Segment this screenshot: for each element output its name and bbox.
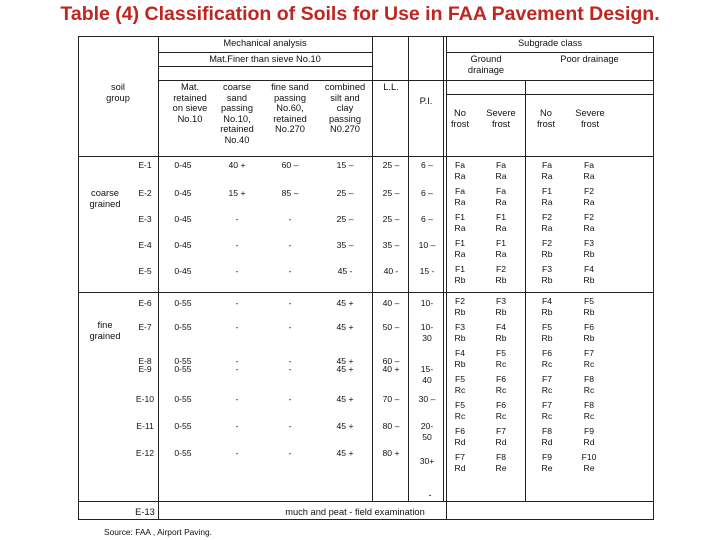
cell-retained: 0-55 — [174, 356, 192, 366]
cell-ll: 80 – — [382, 421, 400, 431]
fine-grained-label: fine grained — [89, 320, 121, 341]
cell-nf1: F1 Ra — [454, 212, 466, 233]
cell-sf1: F6 Rc — [495, 400, 507, 421]
cell-silt: 15 – — [336, 160, 354, 170]
cell-retained: 0-45 — [174, 240, 192, 250]
vline-mech-analysis — [372, 36, 373, 501]
cell-sf2: Fa Ra — [583, 160, 595, 181]
cell-sf2: F4 Rb — [583, 264, 595, 285]
coarse-sand-header: coarse sand passing No.10, retained No.40 — [220, 82, 254, 145]
cell-nf1: F1 Ra — [454, 238, 466, 259]
cell-sf2: F6 Rb — [583, 322, 595, 343]
cell-pi: 15- 40 — [420, 364, 434, 385]
cell-silt: 35 – — [336, 240, 354, 250]
e13-label: E-13 — [135, 507, 155, 517]
cell-silt: 45 + — [336, 356, 354, 366]
cell-name: E-9 — [138, 364, 152, 374]
cell-pi: 6 – — [421, 160, 433, 170]
cell-name: E-4 — [138, 240, 152, 250]
cell-coarse: - — [235, 266, 239, 276]
cell-ll: 25 – — [382, 160, 400, 170]
cell-name: E-8 — [138, 356, 152, 366]
fine-sand-header: fine sand passing No.60, retained No.270 — [271, 82, 309, 134]
no-frost-poor-header: No frost — [536, 108, 556, 129]
cell-silt: 45 + — [336, 448, 354, 458]
cell-fine: - — [288, 266, 292, 276]
cell-coarse: - — [235, 421, 239, 431]
cell-sf2: F3 Rb — [583, 238, 595, 259]
cell-nf2: F1 Ra — [541, 186, 553, 207]
cell-retained: 0-55 — [174, 364, 192, 374]
cell-sf2: F2 Ra — [583, 186, 595, 207]
cell-silt: 45 + — [336, 364, 354, 374]
cell-coarse: - — [235, 298, 239, 308]
no-frost-ground-header: No frost — [450, 108, 470, 129]
cell-nf1: F4 Rb — [454, 348, 466, 369]
cell-pi: 30+ — [419, 456, 435, 466]
vline-soil-group — [158, 36, 159, 520]
cell-coarse: - — [235, 322, 239, 332]
vline-ground-poor — [525, 80, 526, 501]
severe-frost-poor-header: Severe frost — [575, 108, 605, 129]
cell-nf2: F2 Rb — [541, 238, 553, 259]
cell-silt: 45 + — [336, 298, 354, 308]
severe-frost-ground-header: Severe frost — [486, 108, 516, 129]
cell-ll: 25 – — [382, 214, 400, 224]
table-top-border — [78, 36, 654, 37]
cell-nf1: F7 Rd — [454, 452, 466, 473]
cell-nf1: F5 Rc — [454, 400, 466, 421]
cell-ll: 50 – — [382, 322, 400, 332]
cell-nf2: F2 Ra — [541, 212, 553, 233]
cell-sf1: F4 Rb — [495, 322, 507, 343]
cell-coarse: - — [235, 214, 239, 224]
vline-ll — [408, 36, 409, 501]
vline-pi — [443, 36, 444, 501]
cell-nf1: F6 Rd — [454, 426, 466, 447]
cell-name: E-6 — [138, 298, 152, 308]
cell-name: E-3 — [138, 214, 152, 224]
cell-retained: 0-55 — [174, 394, 192, 404]
cell-nf1: F5 Rc — [454, 374, 466, 395]
cell-silt: 25 – — [336, 188, 354, 198]
e13-rule — [78, 501, 654, 502]
cell-silt: 45 - — [337, 266, 353, 276]
cell-pi: 20- 50 — [420, 421, 434, 442]
ground-drainage-header: Ground drainage — [467, 54, 505, 75]
subgrade-divider — [446, 52, 654, 53]
cell-sf1: F5 Rc — [495, 348, 507, 369]
cell-silt: 25 – — [336, 214, 354, 224]
cell-coarse: - — [235, 364, 239, 374]
cell-sf1: F1 Ra — [495, 238, 507, 259]
cell-sf2: F8 Rc — [583, 374, 595, 395]
subgrade-class-header: Subgrade class — [517, 38, 583, 48]
cell-name: E-5 — [138, 266, 152, 276]
cell-retained: 0-45 — [174, 188, 192, 198]
pi-header: P.I. — [419, 96, 433, 106]
pi-extra-dash: - — [428, 490, 432, 500]
cell-nf2: F7 Rc — [541, 374, 553, 395]
soil-classification-table — [78, 36, 654, 520]
header-bottom-rule — [78, 156, 654, 157]
mechanical-analysis-header: Mechanical analysis — [223, 38, 307, 48]
ll-header: L.L. — [383, 82, 399, 92]
mat-retained-header: Mat. retained on sieve No.10 — [172, 82, 208, 124]
cell-sf2: F9 Rd — [583, 426, 595, 447]
table-left-border — [78, 36, 79, 520]
cell-coarse: - — [235, 356, 239, 366]
cell-sf2: F2 Ra — [583, 212, 595, 233]
header-divider-3 — [158, 80, 654, 81]
cell-pi: 10- 30 — [420, 322, 434, 343]
cell-fine: - — [288, 240, 292, 250]
page-title: Table (4) Classification of Soils for Use in FAA Pavement Design. — [60, 3, 660, 25]
table-right-border — [653, 36, 654, 520]
cell-name: E-1 — [138, 160, 152, 170]
cell-retained: 0-55 — [174, 448, 192, 458]
cell-ll: 40 + — [382, 364, 400, 374]
cell-fine: - — [288, 394, 292, 404]
cell-silt: 45 + — [336, 322, 354, 332]
cell-coarse: 15 + — [228, 188, 246, 198]
cell-fine: - — [288, 421, 292, 431]
soil-group-header: soil group — [106, 82, 130, 103]
cell-sf1: F6 Rc — [495, 374, 507, 395]
header-divider-1 — [158, 52, 372, 53]
silt-clay-header: combined silt and clay passing N0.270 — [324, 82, 366, 134]
cell-pi: 15 - — [419, 266, 435, 276]
cell-ll: 40 - — [383, 266, 399, 276]
cell-sf2: F8 Rc — [583, 400, 595, 421]
cell-fine: - — [288, 364, 292, 374]
cell-name: E-10 — [135, 394, 155, 404]
cell-sf1: F2 Rb — [495, 264, 507, 285]
cell-retained: 0-45 — [174, 160, 192, 170]
cell-ll: 60 – — [382, 356, 400, 366]
table-bottom-border — [78, 519, 654, 520]
cell-sf1: F7 Rd — [495, 426, 507, 447]
cell-retained: 0-55 — [174, 421, 192, 431]
cell-fine: - — [288, 356, 292, 366]
cell-fine: - — [288, 448, 292, 458]
cell-name: E-11 — [136, 421, 154, 431]
cell-nf1: F1 Rb — [454, 264, 466, 285]
cell-pi: 10- — [420, 298, 434, 308]
cell-coarse: 40 + — [228, 160, 246, 170]
cell-coarse: - — [235, 394, 239, 404]
cell-nf2: F3 Rb — [541, 264, 553, 285]
cell-pi: 6 – — [421, 214, 433, 224]
cell-pi: 30 – — [418, 394, 436, 404]
poor-drainage-header: Poor drainage — [560, 54, 619, 64]
cell-sf2: F7 Rc — [583, 348, 595, 369]
cell-nf1: Fa Ra — [454, 160, 466, 181]
coarse-grained-label: coarse grained — [89, 188, 121, 209]
cell-fine: 85 – — [281, 188, 299, 198]
cell-retained: 0-45 — [174, 266, 192, 276]
cell-nf2: F4 Rb — [541, 296, 553, 317]
cell-sf1: F8 Re — [495, 452, 507, 473]
cell-name: E-7 — [138, 322, 152, 332]
drainage-divider — [446, 94, 654, 95]
cell-pi: 10 – — [418, 240, 436, 250]
source-note: Source: FAA , Airport Paving. — [104, 527, 212, 537]
cell-nf2: F5 Rb — [541, 322, 553, 343]
cell-coarse: - — [235, 448, 239, 458]
cell-fine: 60 – — [281, 160, 299, 170]
cell-ll: 25 – — [382, 188, 400, 198]
cell-coarse: - — [235, 240, 239, 250]
cell-retained: 0-55 — [174, 322, 192, 332]
cell-pi: 6 – — [421, 188, 433, 198]
cell-sf1: Fa Ra — [495, 160, 507, 181]
cell-silt: 45 + — [336, 421, 354, 431]
cell-nf1: Fa Ra — [454, 186, 466, 207]
cell-name: E-12 — [135, 448, 155, 458]
cell-sf1: F3 Rb — [495, 296, 507, 317]
cell-nf1: F3 Rb — [454, 322, 466, 343]
cell-ll: 40 – — [382, 298, 400, 308]
cell-nf2: F7 Rc — [541, 400, 553, 421]
cell-ll: 80 + — [382, 448, 400, 458]
cell-name: E-2 — [138, 188, 152, 198]
coarse-fine-rule — [78, 292, 654, 293]
cell-sf2: F10 Re — [581, 452, 597, 473]
cell-fine: - — [288, 322, 292, 332]
cell-sf1: Fa Ra — [495, 186, 507, 207]
cell-retained: 0-55 — [174, 298, 192, 308]
cell-ll: 35 – — [382, 240, 400, 250]
cell-nf2: F9 Re — [541, 452, 553, 473]
cell-fine: - — [288, 214, 292, 224]
cell-silt: 45 + — [336, 394, 354, 404]
cell-retained: 0-45 — [174, 214, 192, 224]
cell-nf2: F6 Rc — [541, 348, 553, 369]
cell-nf2: Fa Ra — [541, 160, 553, 181]
mat-finer-header: Mat.Finer than sieve No.10 — [209, 54, 321, 64]
cell-fine: - — [288, 298, 292, 308]
cell-ll: 70 – — [382, 394, 400, 404]
cell-sf1: F1 Ra — [495, 212, 507, 233]
e13-text: much and peat - field examination — [285, 507, 425, 517]
cell-sf2: F5 Rb — [583, 296, 595, 317]
cell-nf1: F2 Rb — [454, 296, 466, 317]
header-divider-2 — [158, 66, 372, 67]
cell-nf2: F8 Rd — [541, 426, 553, 447]
